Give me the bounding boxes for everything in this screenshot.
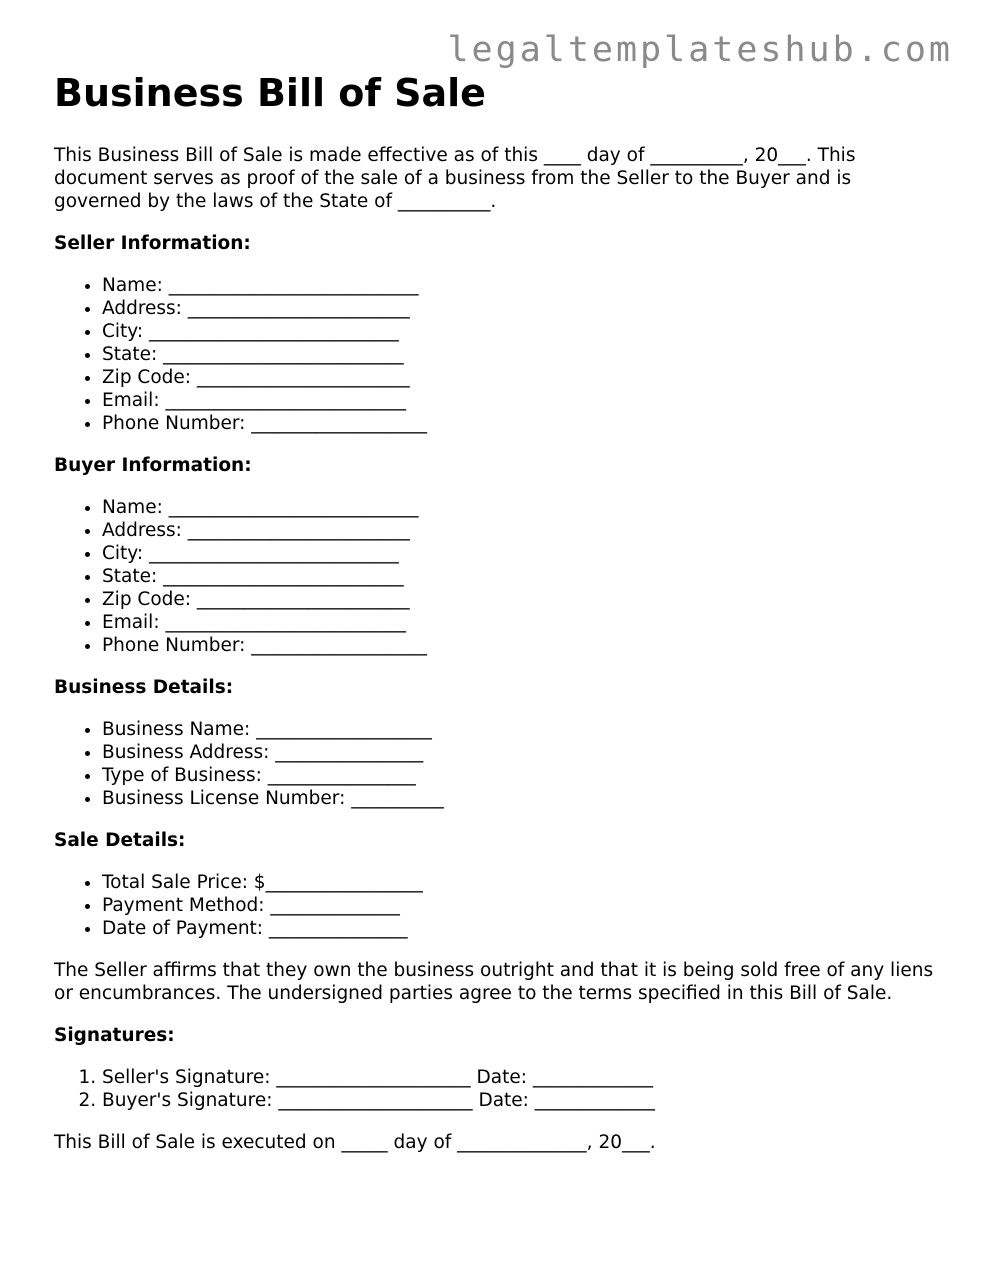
business-license-field: • Business License Number: __________ bbox=[102, 787, 934, 810]
business-heading: Business Details: bbox=[54, 677, 234, 698]
seller-name-field: • Name: ___________________________ bbox=[102, 274, 934, 297]
buyer-city-field: • City: ___________________________ bbox=[102, 542, 934, 565]
payment-date-field: • Date of Payment: _______________ bbox=[102, 917, 934, 940]
seller-state-field: • State: __________________________ bbox=[102, 343, 934, 366]
intro-paragraph: This Business Bill of Sale is made effective as of this ____ day of __________, 20___. This document serves as proof of the sale of a business from the Seller to the Buyer and is governed by the laws of the State of __________. bbox=[54, 145, 856, 212]
watermark: legaltemplateshub.com bbox=[447, 30, 953, 70]
seller-list bbox=[54, 274, 934, 435]
execution-paragraph: This Bill of Sale is executed on _____ day of ______________, 20___. bbox=[54, 1132, 656, 1153]
seller-address-field: • Address: ________________________ bbox=[102, 297, 934, 320]
seller-heading: Seller Information: bbox=[54, 233, 251, 254]
sale-price-field: • Total Sale Price: $_________________ bbox=[102, 871, 934, 894]
buyer-list bbox=[54, 496, 934, 657]
buyer-signature-line: 2. Buyer's Signature: _____________________ Date: _____________ bbox=[102, 1089, 934, 1112]
document-title: Business Bill of Sale bbox=[54, 71, 486, 115]
buyer-zip-field: • Zip Code: _______________________ bbox=[102, 588, 934, 611]
buyer-email-field: • Email: __________________________ bbox=[102, 611, 934, 634]
buyer-address-field: • Address: ________________________ bbox=[102, 519, 934, 542]
seller-city-field: • City: ___________________________ bbox=[102, 320, 934, 343]
seller-phone-field: • Phone Number: ___________________ bbox=[102, 412, 934, 435]
buyer-state-field: • State: __________________________ bbox=[102, 565, 934, 588]
business-address-field: • Business Address: ________________ bbox=[102, 741, 934, 764]
signatures-heading: Signatures: bbox=[54, 1025, 175, 1046]
signatures-list bbox=[54, 1066, 934, 1112]
buyer-name-field: • Name: ___________________________ bbox=[102, 496, 934, 519]
sale-heading: Sale Details: bbox=[54, 830, 186, 851]
business-type-field: • Type of Business: ________________ bbox=[102, 764, 934, 787]
buyer-heading: Buyer Information: bbox=[54, 455, 252, 476]
seller-signature-line: 1. Seller's Signature: _____________________ Date: _____________ bbox=[102, 1066, 934, 1089]
affirmation-paragraph: The Seller affirms that they own the business outright and that it is being sold free of any liens or encumbrances. The undersigned parties agree to the terms specified in this Bill of Sale. bbox=[54, 960, 934, 1004]
seller-email-field: • Email: __________________________ bbox=[102, 389, 934, 412]
business-name-field: • Business Name: ___________________ bbox=[102, 718, 934, 741]
seller-zip-field: • Zip Code: _______________________ bbox=[102, 366, 934, 389]
business-list bbox=[54, 718, 934, 810]
buyer-phone-field: • Phone Number: ___________________ bbox=[102, 634, 934, 657]
document bbox=[54, 70, 934, 1173]
sale-list bbox=[54, 871, 934, 940]
payment-method-field: • Payment Method: ______________ bbox=[102, 894, 934, 917]
